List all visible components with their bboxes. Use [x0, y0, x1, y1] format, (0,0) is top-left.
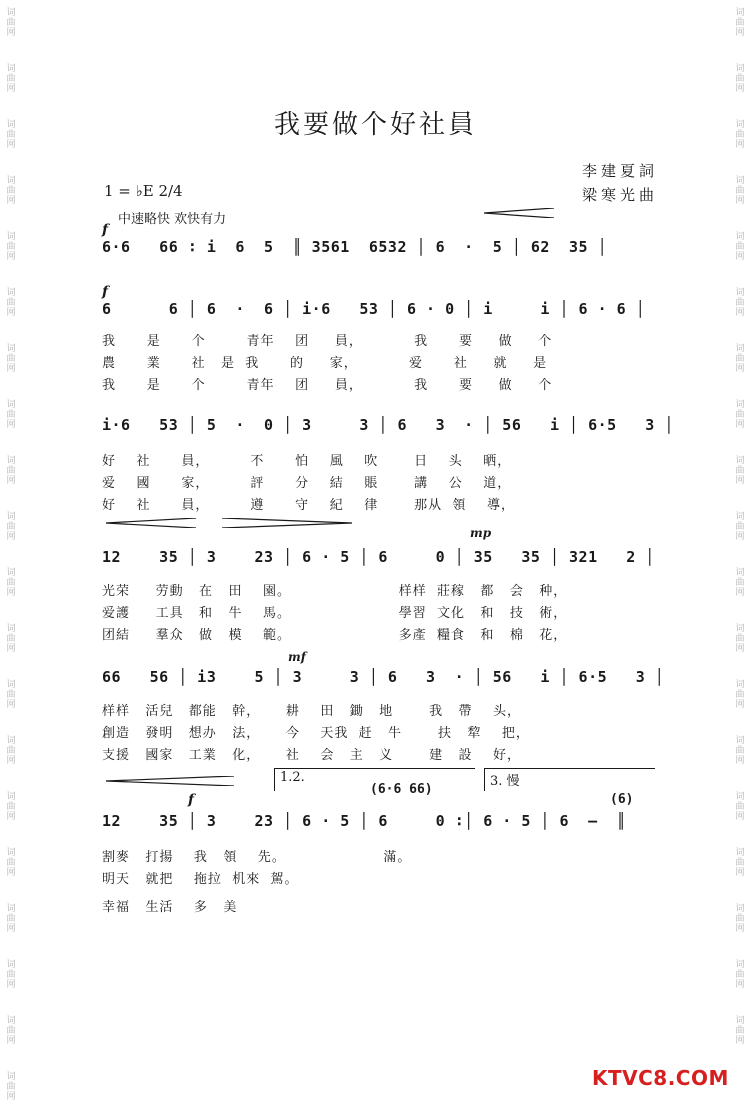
watermark-text: 词 曲 网 — [735, 568, 745, 598]
watermark-text: 词 曲 网 — [6, 624, 16, 654]
watermark-text: 词 曲 网 — [6, 792, 16, 822]
watermark-text: 词 曲 网 — [735, 680, 745, 710]
notation-line: 6·6 66 ∶ i 6 5 ║ 3561 6532 │ 6 · 5 │ 62 35 │ — [102, 238, 608, 256]
dynamic-f: f — [102, 222, 109, 238]
crescendo-hairpin — [106, 518, 196, 528]
lyric-verse-2: 創造 發明 想办 法， 今 天我 赶 牛 扶 犂 把， — [102, 726, 530, 741]
watermark-text: 词 曲 网 — [6, 64, 16, 94]
watermark-text: 词 曲 网 — [735, 624, 745, 654]
watermark-text: 词 曲 网 — [735, 176, 745, 206]
watermark-text: 词 曲 网 — [6, 1072, 16, 1102]
watermark-text: 词 曲 网 — [6, 8, 16, 38]
notation-line: 12 35 │ 3 23 │ 6 · 5 │ 6 0 ∶│ 6 · 5 │ 6 — ║ — [102, 812, 627, 830]
lyric-verse-2: 農 業 社 是 我 的 家， 爱 社 就 是 — [102, 356, 548, 371]
watermark-text: 词 曲 网 — [735, 1016, 745, 1046]
parenthetical-notes: (6·6 66) — [370, 782, 433, 797]
watermark-text: 词 曲 网 — [6, 736, 16, 766]
lyric-verse-3: 幸福 生活 多 美 — [102, 900, 238, 915]
lyricist-credit: 李建夏詞 — [582, 162, 659, 180]
watermark-text: 词 曲 网 — [6, 344, 16, 374]
lyric-verse-1: 好 社 員， 不 怕 風 吹 日 头 晒， — [102, 454, 512, 469]
key-signature: 1 = ♭E 2/4 — [104, 182, 183, 200]
notation-line: i·6 53 │ 5 · 0 │ 3 3 │ 6 3 · │ 56 i │ 6·5 3 │ — [102, 416, 674, 434]
song-title: 我要做个好社員 — [273, 110, 477, 140]
watermark-text: 词 曲 网 — [6, 680, 16, 710]
volta-label-1: 1.2. — [280, 770, 305, 785]
dynamic-f: f — [188, 792, 195, 808]
watermark-text: 词 曲 网 — [735, 904, 745, 934]
lyric-verse-2: 明天 就把 拖拉 机來 駕。 — [102, 872, 299, 887]
notation-line: 12 35 │ 3 23 │ 6 · 5 │ 6 0 │ 35 35 │ 321 2 │ — [102, 548, 655, 566]
crescendo-hairpin — [106, 776, 234, 786]
lyric-verse-2: 爱 國 家， 評 分 結 賬 講 公 道， — [102, 476, 512, 491]
tempo-marking: 中速略快 欢快有力 — [118, 212, 227, 227]
notation-line: 6 6 │ 6 · 6 │ i·6 53 │ 6 · 0 │ i i │ 6 · 6 │ — [102, 300, 646, 318]
watermark-text: 词 曲 网 — [735, 288, 745, 318]
watermark-text: 词 曲 网 — [6, 848, 16, 878]
dynamic-mf: mf — [288, 650, 306, 664]
watermark-text: 词 曲 网 — [735, 232, 745, 262]
watermark-text: 词 曲 网 — [735, 400, 745, 430]
watermark-text: 词 曲 网 — [735, 344, 745, 374]
watermark-text: 词 曲 网 — [735, 64, 745, 94]
lyric-verse-1: 割麥 打揚 我 領 先。 滿。 — [102, 850, 412, 865]
notation-line: 66 56 │ i3 5 │ 3 3 │ 6 3 · │ 56 i │ 6·5 3 │ — [102, 668, 665, 686]
watermark-right — [731, 0, 749, 1116]
lyric-verse-3: 我 是 个 青年 团 員， 我 要 做 个 — [102, 378, 553, 393]
watermark-text: 词 曲 网 — [735, 792, 745, 822]
watermark-text: 词 曲 网 — [735, 848, 745, 878]
watermark-text: 词 曲 网 — [6, 1016, 16, 1046]
watermark-text: 词 曲 网 — [6, 232, 16, 262]
watermark-text: 词 曲 网 — [6, 512, 16, 542]
watermark-left — [2, 0, 20, 1116]
lyric-verse-1: 我 是 个 青年 团 員， 我 要 做 个 — [102, 334, 553, 349]
volta-label-2: 3. 慢 — [490, 774, 520, 789]
watermark-text: 词 曲 网 — [735, 456, 745, 486]
fermata-note: (6) — [610, 792, 634, 807]
composer-credit: 梁寒光曲 — [582, 186, 659, 204]
watermark-text: 词 曲 网 — [6, 176, 16, 206]
site-logo: KTVC8.COM — [592, 1066, 729, 1090]
crescendo-hairpin — [484, 208, 554, 218]
lyric-verse-1: 样样 活兒 都能 幹， 耕 田 鋤 地 我 帶 头， — [102, 704, 522, 719]
watermark-text: 词 曲 网 — [6, 120, 16, 150]
watermark-text: 词 曲 网 — [735, 120, 745, 150]
watermark-text: 词 曲 网 — [6, 400, 16, 430]
lyric-verse-3: 好 社 員， 遵 守 紀 律 那从 領 導， — [102, 498, 515, 513]
watermark-text: 词 曲 网 — [735, 512, 745, 542]
dynamic-mp: mp — [470, 526, 492, 540]
watermark-text: 词 曲 网 — [735, 960, 745, 990]
lyric-verse-3: 团結 羣众 做 模 範。 多產 糧食 和 棉 花， — [102, 628, 568, 643]
watermark-text: 词 曲 网 — [6, 456, 16, 486]
watermark-text: 词 曲 网 — [6, 960, 16, 990]
decrescendo-hairpin — [222, 518, 352, 528]
lyric-verse-1: 光荣 劳動 在 田 園。 样样 莊稼 都 会 种， — [102, 584, 568, 599]
watermark-text: 词 曲 网 — [735, 736, 745, 766]
watermark-text: 词 曲 网 — [735, 8, 745, 38]
lyric-verse-3: 支援 國家 工業 化， 社 会 主 义 建 設 好， — [102, 748, 522, 763]
watermark-text: 词 曲 网 — [6, 904, 16, 934]
watermark-text: 词 曲 网 — [6, 288, 16, 318]
watermark-text: 词 曲 网 — [6, 568, 16, 598]
dynamic-f: f — [102, 284, 109, 300]
lyric-verse-2: 爱護 工具 和 牛 馬。 學習 文化 和 技 術， — [102, 606, 568, 621]
